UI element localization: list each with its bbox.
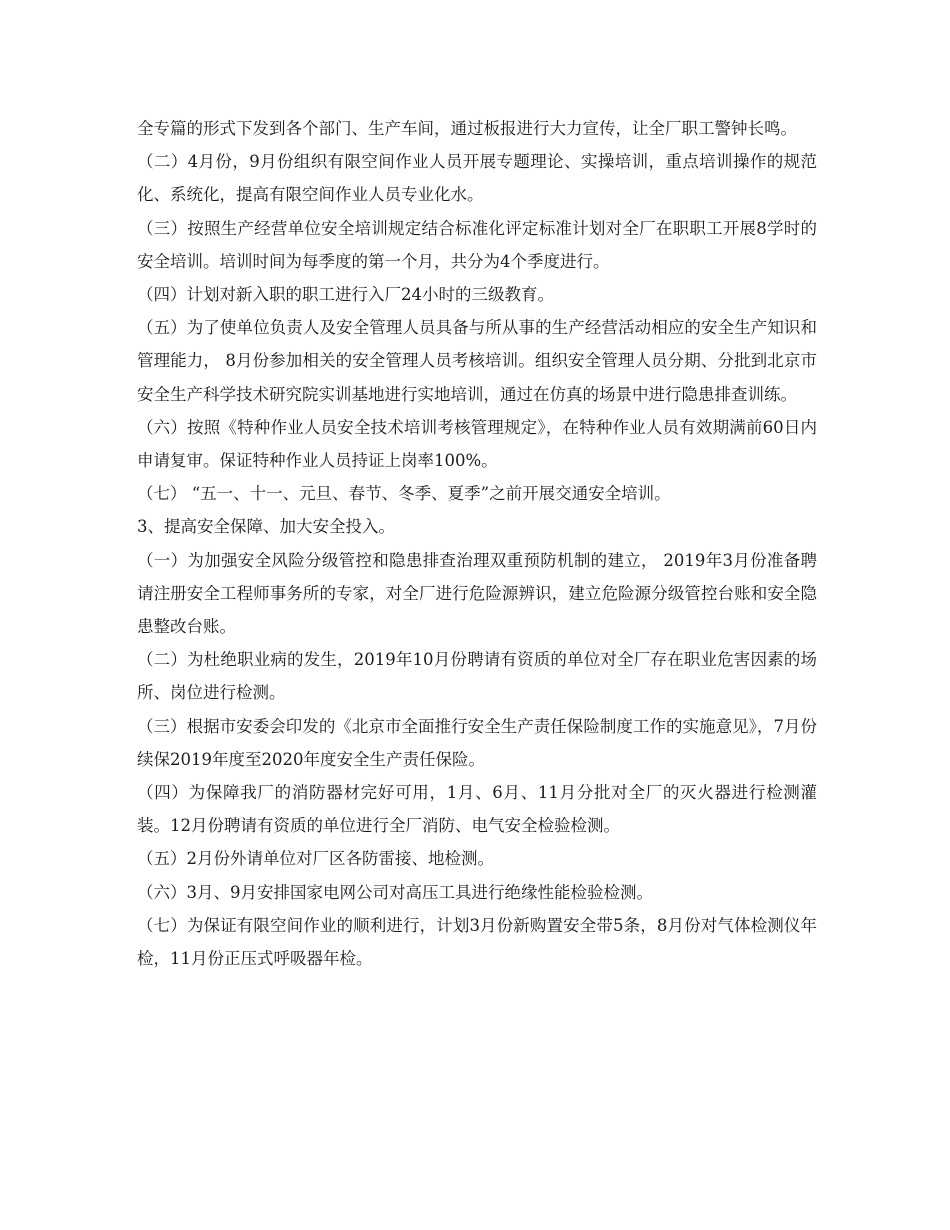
paragraph-2: （二）4月份，9月份组织有限空间作业人员开展专题理论、实操培训，重点培训操作的规范化、系统化，提高有限空间作业人员专业化水。 [137,152,817,205]
paragraph-12: （四）为保障我厂的消防器材完好可用，1月、6月、11月分批对全厂的灭火器进行检测灌装。12月份聘请有资质的单位进行全厂消防、电气安全检验检测。 [137,783,817,836]
document-body [137,112,817,975]
paragraph-11: （三）根据市安委会印发的《北京市全面推行安全生产责任保险制度工作的实施意见》，7月份续保2019年度至2020年度安全生产责任保险。 [137,716,817,769]
paragraph-6: （六）按照《特种作业人员安全技术培训考核管理规定》，在特种作业人员有效期满前60日内申请复审。保证特种作业人员持证上岗率100%。 [137,417,817,471]
paragraph-1: 全专篇的形式下发到各个部门、生产车间，通过板报进行大力宣传，让全厂职工警钟长鸣。 [137,119,797,138]
paragraph-13: （五）2月份外请单位对厂区各防雷接、地检测。 [137,849,494,869]
paragraph-10: （二）为杜绝职业病的发生，2019年10月份聘请有资质的单位对全厂存在职业危害因素的场所、岗位进行检测。 [137,650,817,703]
paragraph-4: （四）计划对新入职的职工进行入厂24小时的三级教育。 [137,285,554,305]
paragraph-7: （七） “五一、十一、元旦、春节、冬季、夏季”之前开展交通安全培训。 [137,484,671,504]
paragraph-3: （三）按照生产经营单位安全培训规定结合标准化评定标准计划对全厂在职职工开展8学时的安全培训。培训时间为每季度的第一个月，共分为4个季度进行。 [137,218,817,271]
paragraph-14: （六）3月、9月安排国家电网公司对高压工具进行绝缘性能检验检测。 [137,882,653,902]
paragraph-5: （五）为了使单位负责人及安全管理人员具备与所从事的生产经营活动相应的安全生产知识和管理能力， 8月份参加相关的安全管理人员考核培训。组织安全管理人员分期、分批到北京市安全生产科学技术研究院实训基地进行实地培训，通过在仿真的场景中进行隐患排查训练。 [137,318,817,404]
paragraph-15: （七）为保证有限空间作业的顺利进行，计划3月份新购置安全带5条，8月份对气体检测仪年检，11月份正压式呼吸器年检。 [137,915,817,969]
section-heading-3: 3、提高安全保障、加大安全投入。 [137,517,395,537]
paragraph-9: （一）为加强安全风险分级管控和隐患排查治理双重预防机制的建立， 2019年3月份准备聘请注册安全工程师事务所的专家，对全厂进行危险源辨识，建立危险源分级管控台账和安全隐患整改台账。 [137,550,817,637]
